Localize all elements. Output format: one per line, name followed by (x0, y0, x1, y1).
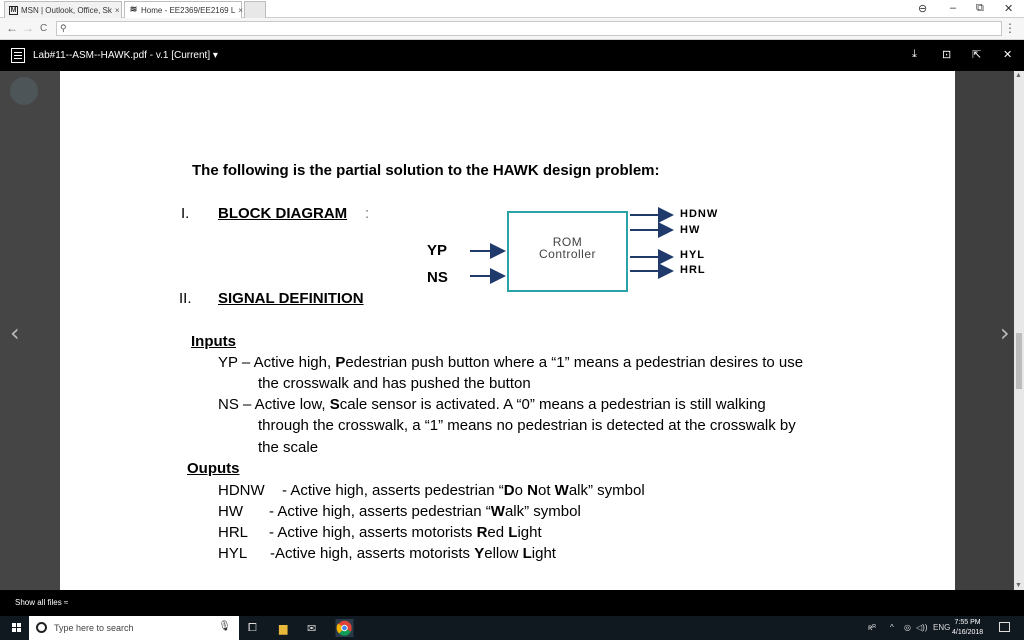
save-icon[interactable]: ⊡ (942, 49, 952, 61)
tab-close-icon[interactable]: × (114, 5, 120, 15)
tab-home-label: Home - EE2369/EE2169 L (141, 5, 236, 15)
inputs-heading: Inputs (191, 333, 236, 350)
chrome-icon[interactable] (335, 619, 354, 637)
new-tab-button[interactable] (244, 1, 266, 18)
output-def-hrl: - Active high, asserts motorists Red Light (269, 524, 542, 541)
file-explorer-icon[interactable]: ▆ (279, 623, 288, 635)
background-logo (10, 77, 38, 105)
minimize-button[interactable]: – (950, 2, 957, 14)
action-center-icon[interactable] (999, 622, 1010, 632)
close-window-button[interactable]: ✕ (1004, 3, 1014, 15)
scroll-down-icon[interactable]: ▼ (1015, 582, 1022, 589)
controller-label: Controller (538, 247, 597, 261)
section-numeral: I. (181, 205, 190, 222)
page-heading: The following is the partial solution to the HAWK design problem: (192, 162, 660, 179)
output-hrl-label: HRL (680, 264, 706, 276)
account-icon[interactable]: ⊖ (918, 3, 928, 15)
output-hdnw-label: HDNW (680, 208, 719, 220)
ns-definition-line2: through the crosswalk, a “1” means no pedestrian is detected at the crosswalk by (258, 417, 796, 434)
taskbar-clock[interactable] (952, 618, 983, 638)
tab-home-ee2369[interactable] (124, 1, 242, 18)
scroll-thumb[interactable] (1016, 333, 1022, 389)
url-input[interactable] (56, 21, 1002, 36)
forward-icon[interactable]: → (22, 21, 34, 35)
rom-label: ROM (552, 235, 583, 249)
reload-icon[interactable]: C (40, 23, 48, 34)
output-name-hyl: HYL (218, 545, 248, 562)
previous-file-icon[interactable]: ‹ (10, 319, 20, 347)
search-icon: ⚲ (60, 23, 67, 33)
browser-menu-icon[interactable]: ⋮ (1004, 21, 1016, 35)
input-yp-label: YP (427, 242, 448, 259)
back-icon[interactable]: ← (6, 21, 18, 35)
scroll-up-icon[interactable]: ▲ (1015, 72, 1022, 79)
pdf-filename: Lab#11--ASM--HAWK.pdf (33, 50, 147, 61)
output-def-hw: - Active high, asserts pedestrian “Walk” symbol (269, 503, 581, 520)
pdf-viewer (0, 71, 1014, 590)
windows-taskbar (0, 616, 1024, 640)
tab-msn[interactable] (4, 1, 122, 18)
outputs-heading: Ouputs (187, 460, 240, 477)
yp-definition-line1: YP – Active high, Pedestrian push button where a “1” means a pedestrian desires to use (218, 354, 804, 371)
downloads-bar (0, 590, 1024, 616)
windows-start-icon[interactable] (12, 623, 22, 633)
browser-tab-strip (0, 0, 1024, 18)
output-def-hdnw: - Active high, asserts pedestrian “Do Not Walk” symbol (282, 482, 645, 499)
close-viewer-icon[interactable]: ✕ (1003, 49, 1013, 61)
msn-favicon-icon: M (10, 6, 17, 14)
pdf-title (33, 50, 218, 61)
output-name-hw: HW (218, 503, 243, 520)
task-view-icon[interactable]: ⧠ (248, 622, 257, 634)
yp-definition-line2: the crosswalk and has pushed the button (258, 375, 531, 392)
show-all-files-button[interactable]: Show all files ≈ (15, 598, 69, 607)
background-page-left (0, 71, 60, 590)
ns-definition-line3: the scale (258, 439, 319, 456)
download-icon[interactable]: ⤓ (912, 48, 917, 60)
open-external-icon[interactable]: ⇱ (972, 49, 982, 61)
section-colon: : (365, 205, 370, 222)
diagram-arrows (60, 71, 955, 331)
vertical-scrollbar[interactable] (1014, 71, 1024, 590)
taskbar-search-input[interactable] (29, 616, 239, 640)
mail-icon[interactable]: ✉ (307, 623, 317, 635)
ns-definition-line1: NS – Active low, Scale sensor is activated. A “0” means a pedestrian is still walking (218, 396, 766, 413)
language-indicator[interactable]: ENG (933, 623, 951, 632)
version-dropdown[interactable]: - v.1 [Current] ▾ (149, 50, 218, 61)
output-hw-label: HW (680, 224, 701, 236)
pdf-page (60, 71, 955, 590)
output-def-hyl: -Active high, asserts motorists Yellow Light (270, 545, 556, 562)
clock-time: 7:55 PM (954, 619, 981, 626)
input-ns-label: NS (427, 269, 448, 286)
people-icon[interactable]: ʀᴿ (868, 623, 876, 632)
document-icon (11, 48, 25, 63)
volume-icon[interactable]: ◁)) (916, 623, 928, 632)
tab-close-icon[interactable]: × (238, 5, 243, 15)
cortana-icon (36, 622, 47, 633)
clock-date: 4/16/2018 (952, 629, 984, 636)
restore-button[interactable]: ⧉ (976, 2, 984, 14)
output-name-hrl: HRL (218, 524, 249, 541)
course-favicon-icon: ≋ (129, 3, 138, 14)
microphone-icon[interactable]: 🎙 (218, 621, 231, 632)
search-placeholder: Type here to search (54, 623, 134, 633)
tray-chevron-icon[interactable]: ^ (890, 623, 894, 632)
output-hyl-label: HYL (680, 249, 705, 261)
output-name-hdnw: HDNW (218, 482, 265, 499)
section-title-block-diagram: BLOCK DIAGRAM (218, 205, 348, 222)
next-file-icon[interactable]: › (1000, 319, 1010, 347)
section-numeral: II. (179, 290, 192, 307)
network-icon[interactable]: ◎ (904, 623, 911, 632)
address-bar (0, 18, 1024, 40)
pdf-toolbar (0, 40, 1024, 71)
tab-msn-label: MSN | Outlook, Office, Sk (21, 5, 112, 15)
section-title-signal-definition: SIGNAL DEFINITION (218, 290, 364, 307)
